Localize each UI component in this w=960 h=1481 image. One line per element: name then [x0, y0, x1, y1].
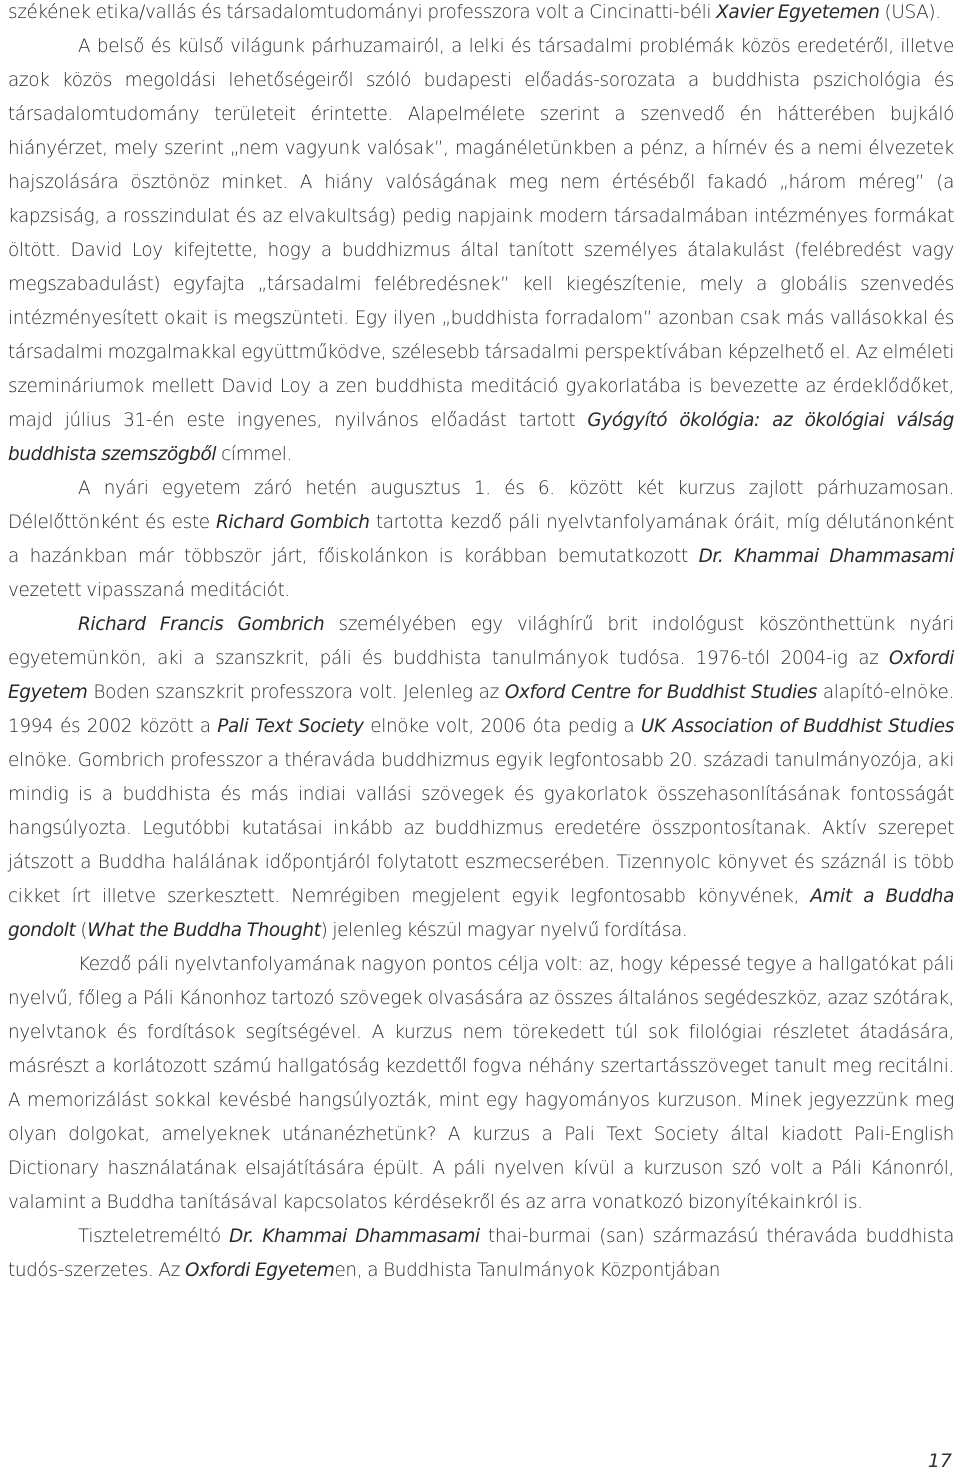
italic-text: Richard Francis Gombrich: [78, 614, 325, 635]
text-run: tartotta kezdő páli nyelvtanfolyamának óráit, míg délutánonként a hazánkban már többször járt, főiskolánkon is korábban bemutatkozott: [8, 512, 954, 567]
text-run: Tiszteletreméltó: [78, 1226, 230, 1247]
italic-text: Dr. Khammai Dhammasami: [698, 546, 954, 567]
text-run: thai-burmai (san) származású théraváda buddhista tudós-szerzetes. Az: [8, 1226, 954, 1281]
paragraph: [8, 948, 954, 1220]
text-run: en, a Buddhista Tanulmányok Központjában: [334, 1260, 721, 1281]
italic-text: Xavier Egyetemen: [716, 2, 880, 23]
italic-text: UK Association of Buddhist Studies: [640, 716, 954, 737]
text-run: székének etika/vallás és társadalomtudományi professzora volt a Cincinatti-béli: [8, 2, 717, 23]
italic-text: Dr. Khammai Dhammasami: [229, 1226, 480, 1247]
text-run: elnöke. Gombrich professzor a théraváda buddhizmus egyik legfontosabb 20. századi tanulmányozója, aki mindig is a buddhista és más indiai vallási szövegek és gyakorlatok összehasonlításának fontosságát hangsúlyozta. Legutóbbi kutatásai inkább az buddhizmus eredetére összpontosítanak. Aktív szerepet játszott a Buddha halálának időpontjáról folytatott eszmecserében. Tizennyolc könyvet és száznál is több cikket írt illetve szerkesztett. Nemrégiben megjelent egyik legfontosabb könyvének,: [8, 750, 954, 907]
italic-text: Oxfordi Egyetem: [8, 648, 954, 703]
text-run: elnöke volt, 2006 óta pedig a: [363, 716, 641, 737]
text-run: A nyári egyetem záró hetén augusztus 1. és 6. között két kurzus zajlott párhuzamosan. Délelőttönként és este: [8, 478, 954, 533]
text-run: (USA).: [879, 2, 941, 23]
text-run: személyében egy világhírű brit indológust köszönthettünk nyári egyetemünkön, aki a szanszkrit, páli és buddhista tanulmányok tudósa. 1976-tól 2004-ig az: [8, 614, 955, 669]
paragraph: [8, 472, 954, 608]
text-run: (: [75, 920, 88, 941]
text-run: vezetett vipasszaná meditációt.: [8, 580, 290, 601]
paragraph: [8, 608, 954, 948]
text-run: címmel.: [216, 444, 293, 465]
italic-text: Oxford Centre for Buddhist Studies: [504, 682, 817, 703]
italic-text: Gyógyító ökológia: az ökológiai válság buddhista szemszögből: [8, 410, 954, 465]
document-body: [8, 0, 954, 1288]
text-run: A belső és külső világunk párhuzamairól, a lelki és társadalmi problémák közös eredetéről, illetve azok közös megoldási lehetőségeiről szóló budapesti előadás-sorozata a buddhista pszichológia és társadalomtudomány területeit érintette. Alapelmélete szerint a szenvedő én hátterében bujkáló hiányérzet, mely szerint „nem vagyunk valósak”, magánéletünkben a pénz, a hírnév és a nemi élvezetek hajszolására ösztönöz minket. A hiány valóságának meg nem értéséből fakadó „három méreg” (a kapzsiság, a rosszindulat és az elvakultság) pedig napjaink modern társadalmában intézményes formákat öltött. David Loy kifejtette, hogy a buddhizmus által tanított személyes átalakulást (felébredést vagy megszabadulást) egyfajta „társadalmi felébredésnek” kell kiegészítenie, mely a globális szenvedés intézményesített okait is megszünteti. Egy ilyen „buddhista forradalom” azonban csak más vallásokkal és társadalmi mozgalmakkal együttműködve, szélesebb társadalmi perspektívában képzelhető el. Az elméleti szemináriumok mellett David Loy a zen buddhista meditáció gyakorlatába is bevezette az érdeklődőket, majd július 31-én este ingyenes, nyilvános előadást tartott: [8, 36, 954, 431]
italic-text: What the Buddha Thought: [87, 920, 321, 941]
italic-text: Richard Gombich: [216, 512, 370, 533]
text-run: alapító-elnöke. 1994 és 2002 között a: [8, 682, 954, 737]
paragraph: [8, 1220, 954, 1288]
paragraph: [8, 30, 954, 472]
italic-text: Oxfordi Egyetem: [184, 1260, 335, 1281]
text-run: ) jelenleg készül magyar nyelvű fordítása.: [320, 920, 688, 941]
italic-text: Pali Text Society: [217, 716, 364, 737]
page-number: 17: [927, 1450, 952, 1472]
paragraph: [8, 0, 954, 30]
text-run: Kezdő páli nyelvtanfolyamának nagyon pontos célja volt: az, hogy képessé tegye a hallgatókat páli nyelvű, főleg a Páli Kánonhoz tartozó szövegek olvasására az összes általános segédeszköz, azaz szótárak, nyelvtanok és fordítások segítségével. A kurzus nem törekedett túl sok filológiai részletet átadására, másrészt a korlátozott számú hallgatóság kezdettől fogva néhány szertartásszöveget tanult meg recitálni. A memorizálást sokkal kevésbé hangsúlyozták, mint egy hagyományos kurzuson. Minek jegyezzünk meg olyan dolgokat, amelyeknek utánanézhetünk? A kurzus a Pali Text Society által kiadott Pali-English Dictionary használatának elsajátítására épült. A páli nyelven kívül a kurzuson szó volt a Páli Kánonról, valamint a Buddha tanításával kapcsolatos kérdésekről és az arra vonatkozó bizonyítékainkról is.: [8, 954, 954, 1213]
text-run: Boden szanszkrit professzora volt. Jelenleg az: [87, 682, 505, 703]
italic-text: Amit a Buddha gondolt: [8, 886, 954, 941]
